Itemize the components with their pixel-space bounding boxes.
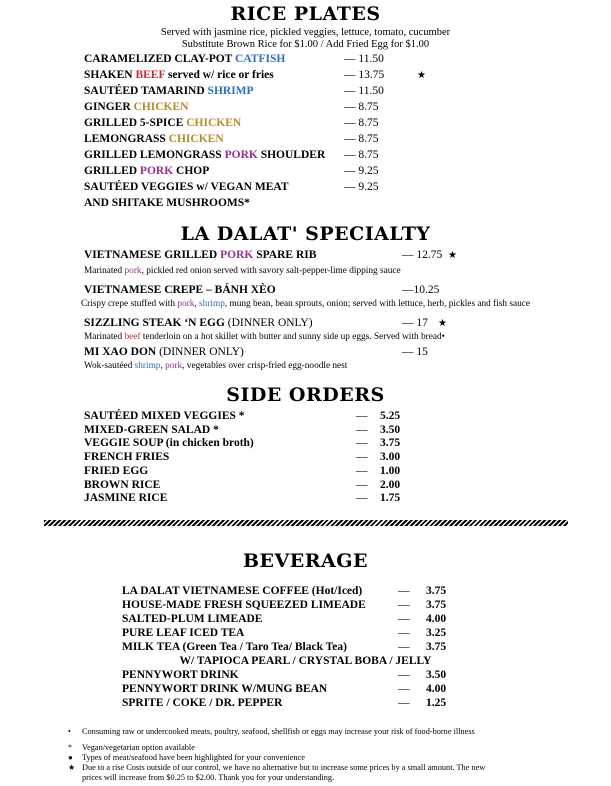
menu-item-description <box>84 265 401 277</box>
beverage-title: BEVERAGE <box>242 550 368 572</box>
footnote <box>82 773 334 783</box>
beverage-item-name: HOUSE-MADE FRESH SQUEEZED LIMEADE <box>122 599 366 611</box>
menu-item-name-part: SPARE RIB <box>253 249 317 261</box>
menu-item-name-part: GINGER <box>84 101 134 113</box>
menu-item-name-part: VIETNAMESE GRILLED <box>84 249 221 261</box>
side-item-name: BROWN RICE <box>84 478 161 491</box>
beverage-item-dash: — <box>398 683 410 695</box>
menu-item-name-part: SAUTÉED TAMARIND <box>84 85 208 97</box>
menu-item-highlight: CHICKEN <box>168 133 224 145</box>
menu-item-price: — 15 <box>402 346 428 358</box>
star-icon: ★ <box>417 70 426 81</box>
beverage-item-dash: — <box>398 599 410 611</box>
beverage-addon-line: W/ TAPIOCA PEARL / CRYSTAL BOBA / JELLY <box>179 655 432 667</box>
beverage-item-price: 3.75 <box>426 599 447 611</box>
menu-item-name <box>84 180 289 195</box>
side-item-price: 3.75 <box>380 437 401 450</box>
footnote-text: Due to a rise Costs outside of our control, we have no alternative but to increase some prices by a small amount. The new <box>82 763 486 772</box>
side-item-name: JASMINE RICE <box>84 492 168 505</box>
menu-item-name <box>84 248 316 263</box>
side-item-dash: — <box>356 478 368 491</box>
menu-item-highlight: PORK <box>224 149 258 161</box>
menu-item-note: (DINNER ONLY) <box>224 317 313 329</box>
menu-item-name <box>84 196 250 211</box>
beverage-item-dash: — <box>398 641 410 653</box>
specialty-title: LA DALAT' SPECIALTY <box>180 223 431 245</box>
footnote-bullet: • <box>68 727 71 736</box>
menu-item-name-part: VIETNAMESE CREPE – BÁNH XÈO <box>84 284 276 296</box>
menu-item-price: — 13.75 <box>344 69 385 81</box>
side-item-price: 3.50 <box>380 423 401 436</box>
menu-item-name <box>84 52 285 67</box>
description-highlight: shrimp <box>199 299 225 309</box>
beverage-item-dash: — <box>398 613 410 625</box>
footnote <box>68 753 305 763</box>
side-item-name: SAUTÉED MIXED VEGGIES * <box>84 410 245 422</box>
beverage-item-name: MILK TEA (Green Tea / Taro Tea/ Black Tea) <box>122 641 347 653</box>
description-text: Marinated <box>84 332 125 342</box>
star-icon: ★ <box>438 318 447 329</box>
menu-item-name <box>84 68 274 83</box>
menu-item-highlight: PORK <box>220 249 254 261</box>
side-item-name: FRIED EGG <box>84 464 149 477</box>
menu-item-price: — 17 <box>402 317 428 329</box>
footnote-bullet: ● <box>68 753 73 762</box>
menu-item-name-part: GRILLED <box>84 165 140 177</box>
beverage-item-price: 4.00 <box>426 683 447 695</box>
beverage-item-dash: — <box>398 585 410 597</box>
menu-item-highlight: SHRIMP <box>207 85 254 97</box>
footnote-bullet: * <box>68 743 72 752</box>
beverage-item-dash: — <box>398 627 410 639</box>
menu-item-name-part: AND SHITAKE MUSHROOMS* <box>84 197 250 209</box>
footnote-text: Types of meat/seafood have been highlighted for your convenience <box>82 753 305 762</box>
rice-plates-title: RICE PLATES <box>230 3 381 25</box>
menu-item-description <box>84 360 347 372</box>
beverage-item-name: PENNYWORT DRINK W/MUNG BEAN <box>122 683 328 695</box>
description-text: Crispy crepe stuffed with <box>80 299 178 309</box>
footnote-bullet: ★ <box>68 763 76 772</box>
footnote <box>68 743 195 753</box>
description-text: , <box>194 299 200 309</box>
menu-item-name <box>84 316 313 331</box>
side-item-dash: — <box>356 464 368 477</box>
beverage-item-name: PURE LEAF ICED TEA <box>122 627 245 639</box>
menu-item-highlight: CATFISH <box>235 53 286 65</box>
footnote <box>68 763 486 773</box>
menu-item-price: — 8.75 <box>344 149 379 161</box>
side-item-dash: — <box>356 437 368 450</box>
side-item-price: 5.25 <box>380 410 401 422</box>
menu-item-name <box>84 116 241 131</box>
menu-item-name <box>84 148 325 163</box>
section-divider <box>44 520 568 526</box>
menu-item-name <box>84 345 244 360</box>
description-text: , mung bean, bean sprouts, onion; served with lettuce, herb, pickles and fish sauce <box>224 299 531 309</box>
description-highlight: pork <box>124 266 142 276</box>
star-icon: ★ <box>448 250 457 261</box>
menu-item-name-part: GRILLED 5-SPICE <box>84 117 187 129</box>
description-text: , <box>160 361 166 371</box>
menu-item-note: (DINNER ONLY) <box>156 346 244 358</box>
side-item-price: 3.00 <box>380 451 401 464</box>
description-highlight: beef <box>124 332 141 342</box>
side-item-name: FRENCH FRIES <box>84 451 170 464</box>
menu-item-price: —10.25 <box>402 284 440 296</box>
beverage-item-dash: — <box>398 697 410 709</box>
description-text: Marinated <box>84 266 125 276</box>
footnote-text: Vegan/vegetarian option available <box>82 743 195 752</box>
menu-item-highlight: PORK <box>139 165 174 177</box>
menu-item-name <box>84 100 188 115</box>
side-item-dash: — <box>356 423 368 436</box>
side-item-name: MIXED-GREEN SALAD * <box>84 423 219 436</box>
menu-item-price: — 11.50 <box>344 53 384 65</box>
menu-item-description <box>0 298 611 310</box>
description-text: , pickled red onion served with savory salt-pepper-lime dipping sauce <box>141 266 401 276</box>
menu-item-price: — 8.75 <box>344 117 379 129</box>
description-text: , vegetables over crisp-fried egg-noodle nest <box>182 361 348 371</box>
side-orders-title: SIDE ORDERS <box>226 384 385 406</box>
beverage-item-price: 4.00 <box>426 613 447 625</box>
menu-item-name-part: SAUTÉED VEGGIES w/ VEGAN MEAT <box>84 181 289 193</box>
footnote-text: prices will increase from $0.25 to $2.00. Thank you for your understanding. <box>82 773 335 782</box>
menu-item-price: — 8.75 <box>344 133 379 145</box>
menu-item-price: — 8.75 <box>344 101 379 113</box>
menu-item-highlight: CHICKEN <box>186 117 242 129</box>
menu-item-name <box>84 132 224 147</box>
beverage-item-price: 1.25 <box>426 697 447 709</box>
side-item-price: 1.75 <box>380 492 401 505</box>
menu-item-highlight: CHICKEN <box>133 101 189 113</box>
menu-item-name-part: MI XAO DON <box>84 346 157 358</box>
menu-item-name-part: served w/ rice or fries <box>165 69 274 81</box>
beverage-item-price: 3.75 <box>426 585 447 597</box>
description-highlight: pork <box>165 361 183 371</box>
beverage-item-name: PENNYWORT DRINK <box>122 669 239 681</box>
rice-plates-note-1: Served with jasmine rice, pickled veggies, lettuce, tomato, cucumber <box>160 27 451 38</box>
beverage-item-price: 3.25 <box>426 627 447 639</box>
menu-item-name-part: SHAKEN <box>84 69 136 81</box>
beverage-item-name: LA DALAT VIETNAMESE COFFEE (Hot/Iced) <box>122 585 363 597</box>
menu-item-name-part: CARAMELIZED CLAY-POT <box>84 53 236 65</box>
side-item-dash: — <box>356 492 368 505</box>
side-item-name: VEGGIE SOUP (in chicken broth) <box>84 437 254 450</box>
beverage-item-price: 3.75 <box>426 641 447 653</box>
description-text: Wok-sautéed <box>84 361 135 371</box>
side-item-dash: — <box>356 410 368 422</box>
side-item-price: 1.00 <box>380 464 401 477</box>
menu-item-description <box>84 331 445 343</box>
footnote <box>68 727 475 737</box>
footnote-text: Consuming raw or undercooked meats, poultry, seafood, shellfish or eggs may increase your risk of food-borne illness <box>82 727 475 736</box>
menu-item-name-part: GRILLED LEMONGRASS <box>84 149 225 161</box>
description-highlight: pork <box>177 299 195 309</box>
menu-item-price: — 12.75 <box>402 249 443 261</box>
menu-item-name <box>84 164 209 179</box>
menu-item-price: — 9.25 <box>344 165 379 177</box>
menu-item-name-part: SHOULDER <box>257 149 326 161</box>
side-item-dash: — <box>356 451 368 464</box>
description-text: tenderloin on a hot skillet with butter and sunny side up eggs. Served with bread• <box>140 332 445 342</box>
menu-item-highlight: BEEF <box>135 69 166 81</box>
menu-item-price: — 9.25 <box>344 181 379 193</box>
side-item-price: 2.00 <box>380 478 401 491</box>
menu-item-name-part: SIZZLING STEAK ‘N EGG <box>84 317 225 329</box>
menu-item-name-part: LEMONGRASS <box>84 133 169 145</box>
menu-item-price: — 11.50 <box>344 85 384 97</box>
menu-item-name <box>84 84 254 99</box>
beverage-item-name: SPRITE / COKE / DR. PEPPER <box>122 697 283 709</box>
rice-plates-note-2: Substitute Brown Rice for $1.00 / Add Fried Egg for $1.00 <box>181 39 430 50</box>
menu-item-name-part: CHOP <box>173 165 210 177</box>
beverage-item-name: SALTED-PLUM LIMEADE <box>122 613 263 625</box>
beverage-item-price: 3.50 <box>426 669 447 681</box>
beverage-item-dash: — <box>398 669 410 681</box>
menu-item-name <box>84 283 276 298</box>
description-highlight: shrimp <box>134 361 161 371</box>
